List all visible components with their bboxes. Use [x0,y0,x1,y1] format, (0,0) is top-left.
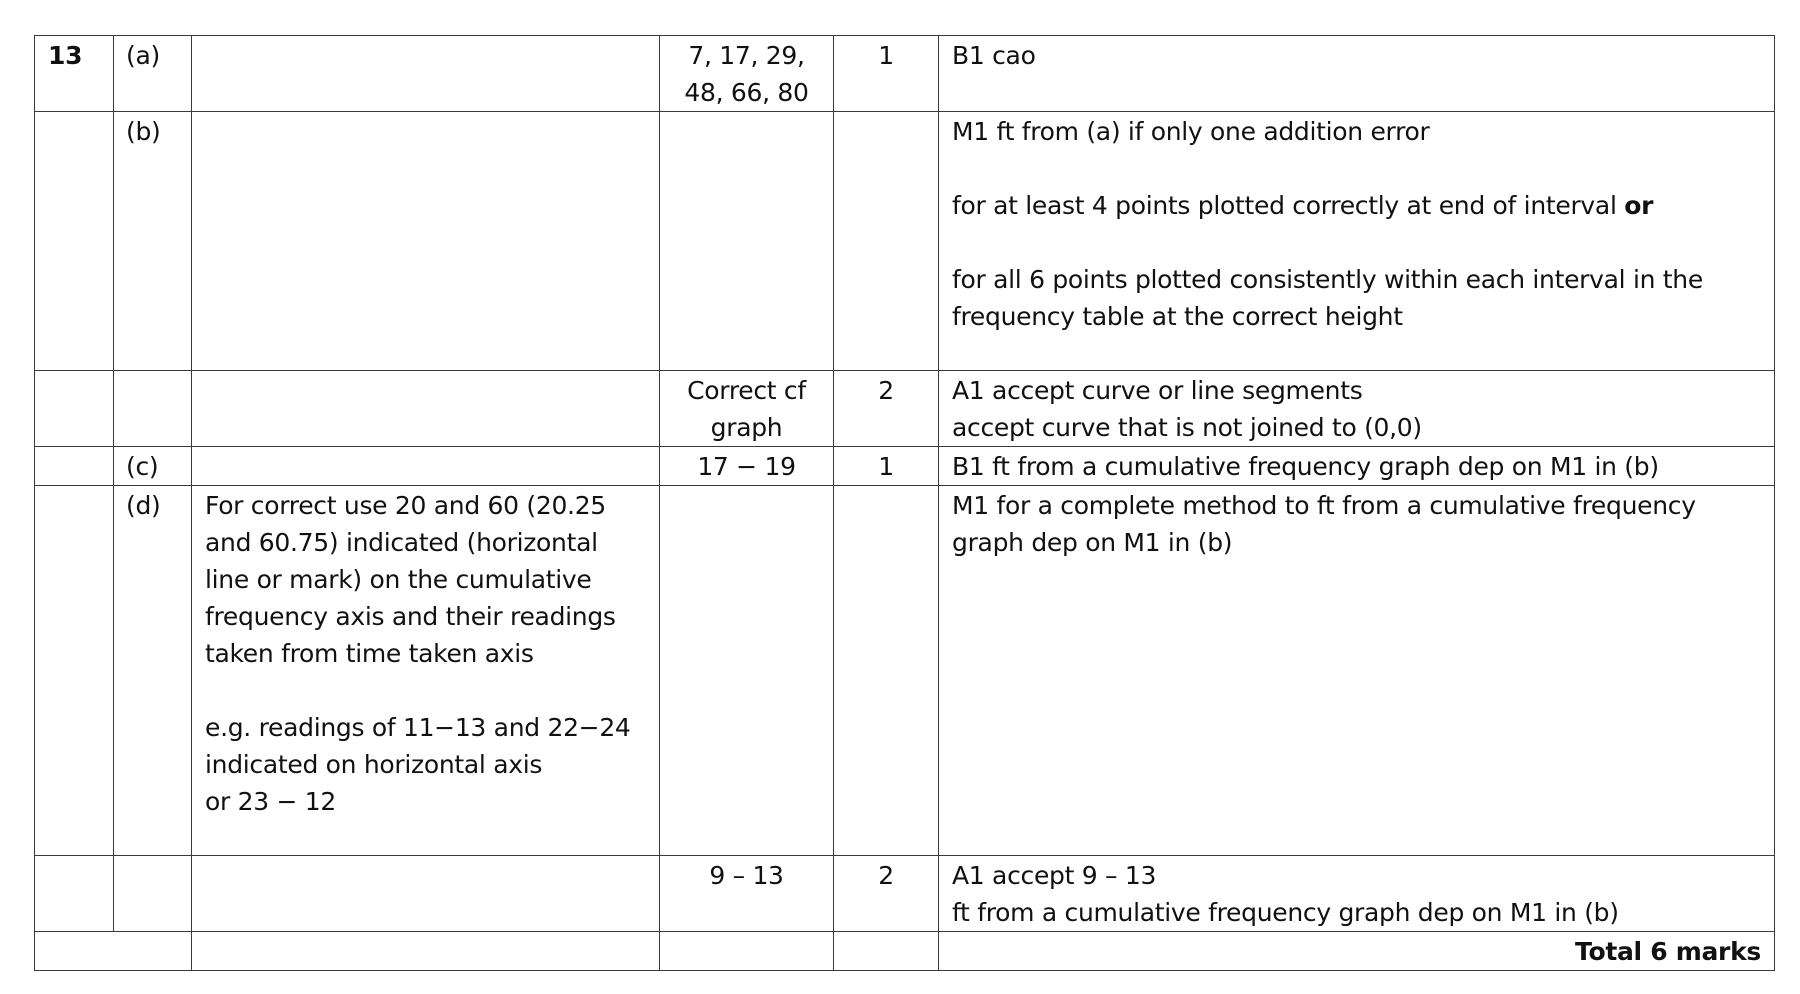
row-total [35,932,1775,971]
empty-cell [192,932,660,971]
notes-b-line-3: for all 6 points plotted consistently within each interval in the [952,265,1703,294]
empty-cell [35,856,114,932]
working-d-line-5: taken from time taken axis [205,639,534,668]
row-part-b-method [35,112,1775,371]
empty-cell [35,371,114,447]
empty-cell [35,932,192,971]
row-part-a [35,36,1775,112]
notes-b-line-2: for at least 4 points plotted correctly at end of interval or [952,191,1654,220]
part-label-cell [114,447,192,486]
mark-d: 2 [878,861,894,890]
working-d-line-4: frequency axis and their readings [205,602,616,631]
notes-b-acc-line-2: accept curve that is not joined to (0,0) [952,413,1422,442]
mark-c: 1 [878,452,894,481]
working-d-line-2: and 60.75) indicated (horizontal [205,528,598,557]
working-d-line-1: For correct use 20 and 60 (20.25 [205,491,606,520]
working-d-line-8: or 23 − 12 [205,787,336,816]
answer-c: 17 − 19 [697,452,796,481]
mark-scheme-table [34,35,1775,971]
part-label-b: (b) [126,117,161,146]
working-cell [192,486,660,856]
answer-cell [660,486,834,856]
notes-d-line-1: M1 for a complete method to ft from a cumulative frequency [952,491,1696,520]
answer-a-line-1: 7, 17, 29, [688,41,805,70]
working-cell [192,447,660,486]
working-d-line-7: indicated on horizontal axis [205,750,543,779]
notes-cell [939,371,1775,447]
notes-a: B1 cao [952,41,1036,70]
mark-cell [834,486,939,856]
empty-cell [35,112,114,371]
notes-cell [939,447,1775,486]
notes-d-acc-line-2: ft from a cumulative frequency graph dep on M1 in (b) [952,898,1619,927]
answer-cell [660,447,834,486]
answer-d: 9 – 13 [709,861,784,890]
part-label-a: (a) [126,41,160,70]
notes-cell [939,36,1775,112]
question-number: 13 [48,41,83,70]
or-keyword: or [1624,191,1654,220]
part-label-c: (c) [126,452,159,481]
empty-cell [114,371,192,447]
part-label-cell [114,486,192,856]
answer-b-line-1: Correct cf [687,376,806,405]
notes-cell [939,486,1775,856]
working-cell [192,371,660,447]
part-label-d: (d) [126,491,161,520]
mark-cell [834,36,939,112]
answer-cell [660,856,834,932]
row-part-d-accuracy [35,856,1775,932]
mark-b: 2 [878,376,894,405]
answer-cell [660,371,834,447]
answer-cell [660,112,834,371]
notes-d-acc-line-1: A1 accept 9 – 13 [952,861,1157,890]
mark-cell [834,856,939,932]
mark-a: 1 [878,41,894,70]
notes-cell [939,112,1775,371]
row-part-b-accuracy [35,371,1775,447]
working-d-line-3: line or mark) on the cumulative [205,565,592,594]
empty-cell [114,856,192,932]
total-cell [939,932,1775,971]
row-part-c [35,447,1775,486]
mark-cell [834,112,939,371]
notes-b-line-4: frequency table at the correct height [952,302,1403,331]
empty-cell [35,447,114,486]
empty-cell [834,932,939,971]
mark-cell [834,371,939,447]
part-label-cell [114,36,192,112]
empty-cell [660,932,834,971]
notes-cell [939,856,1775,932]
notes-b-line-1: M1 ft from (a) if only one addition error [952,117,1430,146]
working-d-line-6: e.g. readings of 11−13 and 22−24 [205,713,631,742]
row-part-d-method [35,486,1775,856]
working-cell [192,36,660,112]
answer-b-line-2: graph [710,413,783,442]
working-cell [192,112,660,371]
empty-cell [35,486,114,856]
notes-c: B1 ft from a cumulative frequency graph dep on M1 in (b) [952,452,1659,481]
part-label-cell [114,112,192,371]
total-marks: Total 6 marks [1575,937,1761,966]
notes-d-line-2: graph dep on M1 in (b) [952,528,1233,557]
answer-a-line-2: 48, 66, 80 [684,78,809,107]
mark-cell [834,447,939,486]
answer-cell [660,36,834,112]
question-number-cell [35,36,114,112]
notes-b-acc-line-1: A1 accept curve or line segments [952,376,1363,405]
working-cell [192,856,660,932]
